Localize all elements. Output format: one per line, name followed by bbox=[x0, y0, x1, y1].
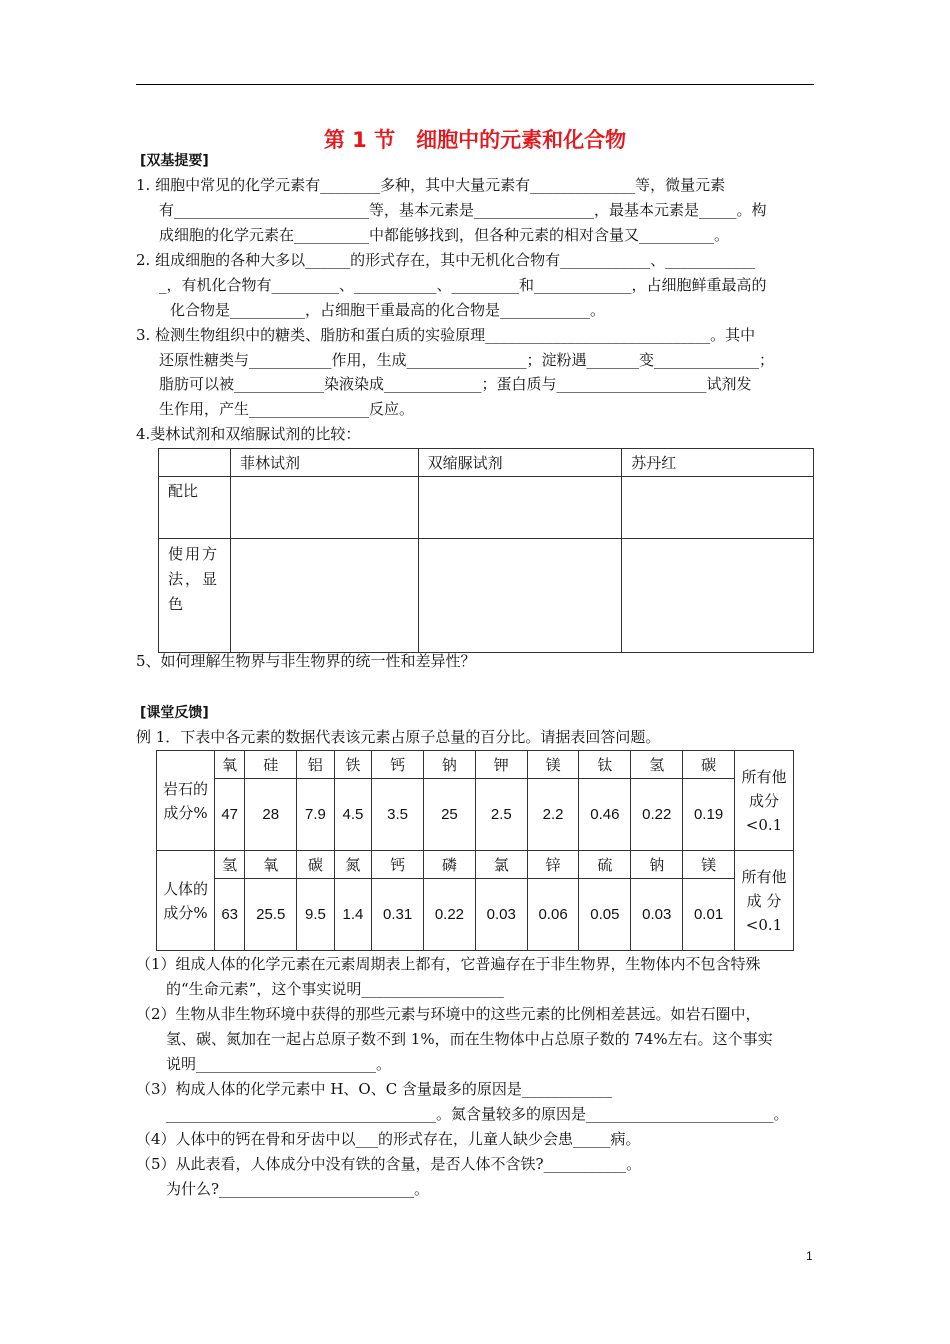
table-row bbox=[157, 851, 794, 879]
element-cell: 钾 bbox=[475, 751, 527, 779]
value-cell: 7.9 bbox=[297, 779, 335, 851]
sub-question-line: 为什么?__________________________。 bbox=[136, 1180, 430, 1198]
question-line: _，有机化合物有_________、___________、_________和_____________，占细胞鲜重最高的 bbox=[159, 276, 767, 294]
question-line: 1. 细胞中常见的化学元素有________多种，其中大量元素有______________等，微量元素 bbox=[136, 176, 726, 194]
element-cell: 铁 bbox=[334, 751, 372, 779]
row-label: 使用方法，显色 bbox=[159, 539, 231, 653]
table-cell[interactable] bbox=[622, 477, 814, 539]
sub-question-line: （5）从此表看，人体成分中没有铁的含量，是否人体不含铁?___________。 bbox=[136, 1155, 642, 1173]
reagent-comparison-table bbox=[158, 448, 814, 653]
table-cell[interactable] bbox=[622, 539, 814, 653]
table-header bbox=[159, 449, 231, 477]
table-header: 苏丹红 bbox=[622, 449, 814, 477]
row-label: 配比 bbox=[159, 477, 231, 539]
element-cell: 氧 bbox=[215, 751, 245, 779]
value-cell: 4.5 bbox=[334, 779, 372, 851]
question-line: 还原性糖类与___________作用，生成________________；淀粉遇_______变______________； bbox=[159, 351, 775, 369]
element-cell: 硅 bbox=[245, 751, 297, 779]
table-row bbox=[157, 779, 794, 851]
element-cell: 硫 bbox=[579, 851, 631, 879]
element-cell: 磷 bbox=[424, 851, 476, 879]
sub-question-line: ____________________________________。氮含量较多的原因是_________________________。 bbox=[136, 1105, 789, 1123]
table-cell[interactable] bbox=[418, 477, 622, 539]
value-cell: 2.2 bbox=[527, 779, 579, 851]
element-cell: 碳 bbox=[297, 851, 335, 879]
question-line: 有__________________________等，基本元素是________________，最基本元素是_____。构 bbox=[159, 201, 767, 219]
value-cell: 1.4 bbox=[334, 879, 372, 951]
value-cell: 0.03 bbox=[475, 879, 527, 951]
element-cell: 锌 bbox=[527, 851, 579, 879]
element-cell: 氯 bbox=[475, 851, 527, 879]
value-cell: 25 bbox=[424, 779, 476, 851]
element-cell: 钛 bbox=[579, 751, 631, 779]
value-cell: 0.05 bbox=[579, 879, 631, 951]
question-line: 化合物是__________，占细胞干重最高的化合物是____________。 bbox=[170, 301, 606, 319]
sub-question-line: （1）组成人体的化学元素在元素周期表上都有，它普遍存在于非生物界，生物体内不包含特殊 bbox=[136, 955, 761, 973]
section-heading: [课堂反馈] bbox=[140, 705, 209, 721]
value-cell: 47 bbox=[215, 779, 245, 851]
question-line: 成细胞的化学元素在__________中都能够找到，但各种元素的相对含量又__________。 bbox=[159, 226, 730, 244]
table-header: 菲林试剂 bbox=[230, 449, 418, 477]
element-cell: 镁 bbox=[527, 751, 579, 779]
other-label: 所有他成 分<0.1 bbox=[735, 851, 794, 951]
element-cell: 钠 bbox=[424, 751, 476, 779]
table-cell[interactable] bbox=[418, 539, 622, 653]
sub-question-line: 的“生命元素”，这个事实说明___________________ bbox=[136, 980, 504, 998]
element-cell: 镁 bbox=[683, 851, 735, 879]
page-title: 第 1 节 细胞中的元素和化合物 bbox=[323, 128, 627, 152]
element-cell: 铝 bbox=[297, 751, 335, 779]
value-cell: 0.22 bbox=[424, 879, 476, 951]
element-cell: 氧 bbox=[245, 851, 297, 879]
sub-question-line: 说明________________________。 bbox=[136, 1055, 392, 1073]
value-cell: 28 bbox=[245, 779, 297, 851]
table-cell[interactable] bbox=[230, 477, 418, 539]
page-number: 1 bbox=[806, 1249, 813, 1263]
table-row bbox=[157, 751, 794, 779]
example-text: 例 1．下表中各元素的数据代表该元素占原子总量的百分比。请据表回答问题。 bbox=[136, 728, 661, 746]
value-cell: 25.5 bbox=[245, 879, 297, 951]
sub-question-line: （2）生物从非生物环境中获得的那些元素与环境中的这些元素的比例相差甚远。如岩石圈中， bbox=[136, 1005, 761, 1023]
row-label: 人体的成分% bbox=[157, 851, 215, 951]
value-cell: 0.22 bbox=[631, 779, 683, 851]
element-cell: 氢 bbox=[215, 851, 245, 879]
element-cell: 钙 bbox=[372, 751, 424, 779]
element-percentage-table bbox=[156, 750, 794, 951]
element-cell: 钠 bbox=[631, 851, 683, 879]
value-cell: 0.06 bbox=[527, 879, 579, 951]
value-cell: 0.19 bbox=[683, 779, 735, 851]
table-header: 双缩脲试剂 bbox=[418, 449, 622, 477]
sub-question-line: （3）构成人体的化学元素中 H、O、C 含量最多的原因是____________ bbox=[136, 1080, 612, 1098]
value-cell: 0.31 bbox=[372, 879, 424, 951]
table-row bbox=[157, 879, 794, 951]
question-5: 5、如何理解生物界与非生物界的统一性和差异性？ bbox=[136, 652, 476, 670]
question-line: 4.斐林试剂和双缩脲试剂的比较： bbox=[136, 425, 361, 443]
value-cell: 9.5 bbox=[297, 879, 335, 951]
section-heading: [双基提要] bbox=[140, 153, 209, 169]
question-line: 2. 组成细胞的各种大多以______的形式存在，其中无机化合物有____________、____________ bbox=[136, 251, 756, 269]
value-cell: 0.01 bbox=[683, 879, 735, 951]
value-cell: 2.5 bbox=[475, 779, 527, 851]
sub-question-line: 氢、碳、氮加在一起占总原子数不到 1%，而在生物体中占总原子数的 74%左右。这个事实 bbox=[136, 1030, 773, 1048]
element-cell: 碳 bbox=[683, 751, 735, 779]
question-line: 脂肪可以被____________染液染成_____________；蛋白质与____________________试剂发 bbox=[159, 375, 752, 393]
element-cell: 氮 bbox=[334, 851, 372, 879]
value-cell: 0.03 bbox=[631, 879, 683, 951]
question-line: 生作用，产生________________反应。 bbox=[159, 400, 415, 418]
row-label: 岩石的成分% bbox=[157, 751, 215, 851]
sub-question-line: （4）人体中的钙在骨和牙齿中以___的形式存在，儿童人缺少会患_____病。 bbox=[136, 1130, 641, 1148]
value-cell: 0.46 bbox=[579, 779, 631, 851]
value-cell: 63 bbox=[215, 879, 245, 951]
value-cell: 3.5 bbox=[372, 779, 424, 851]
element-cell: 氢 bbox=[631, 751, 683, 779]
table-cell[interactable] bbox=[230, 539, 418, 653]
question-line: 3. 检测生物组织中的糖类、脂肪和蛋白质的实验原理______________________________。其中 bbox=[136, 326, 756, 344]
element-cell: 钙 bbox=[372, 851, 424, 879]
header-rule bbox=[136, 84, 814, 85]
other-label: 所有他成分<0.1 bbox=[735, 751, 794, 851]
